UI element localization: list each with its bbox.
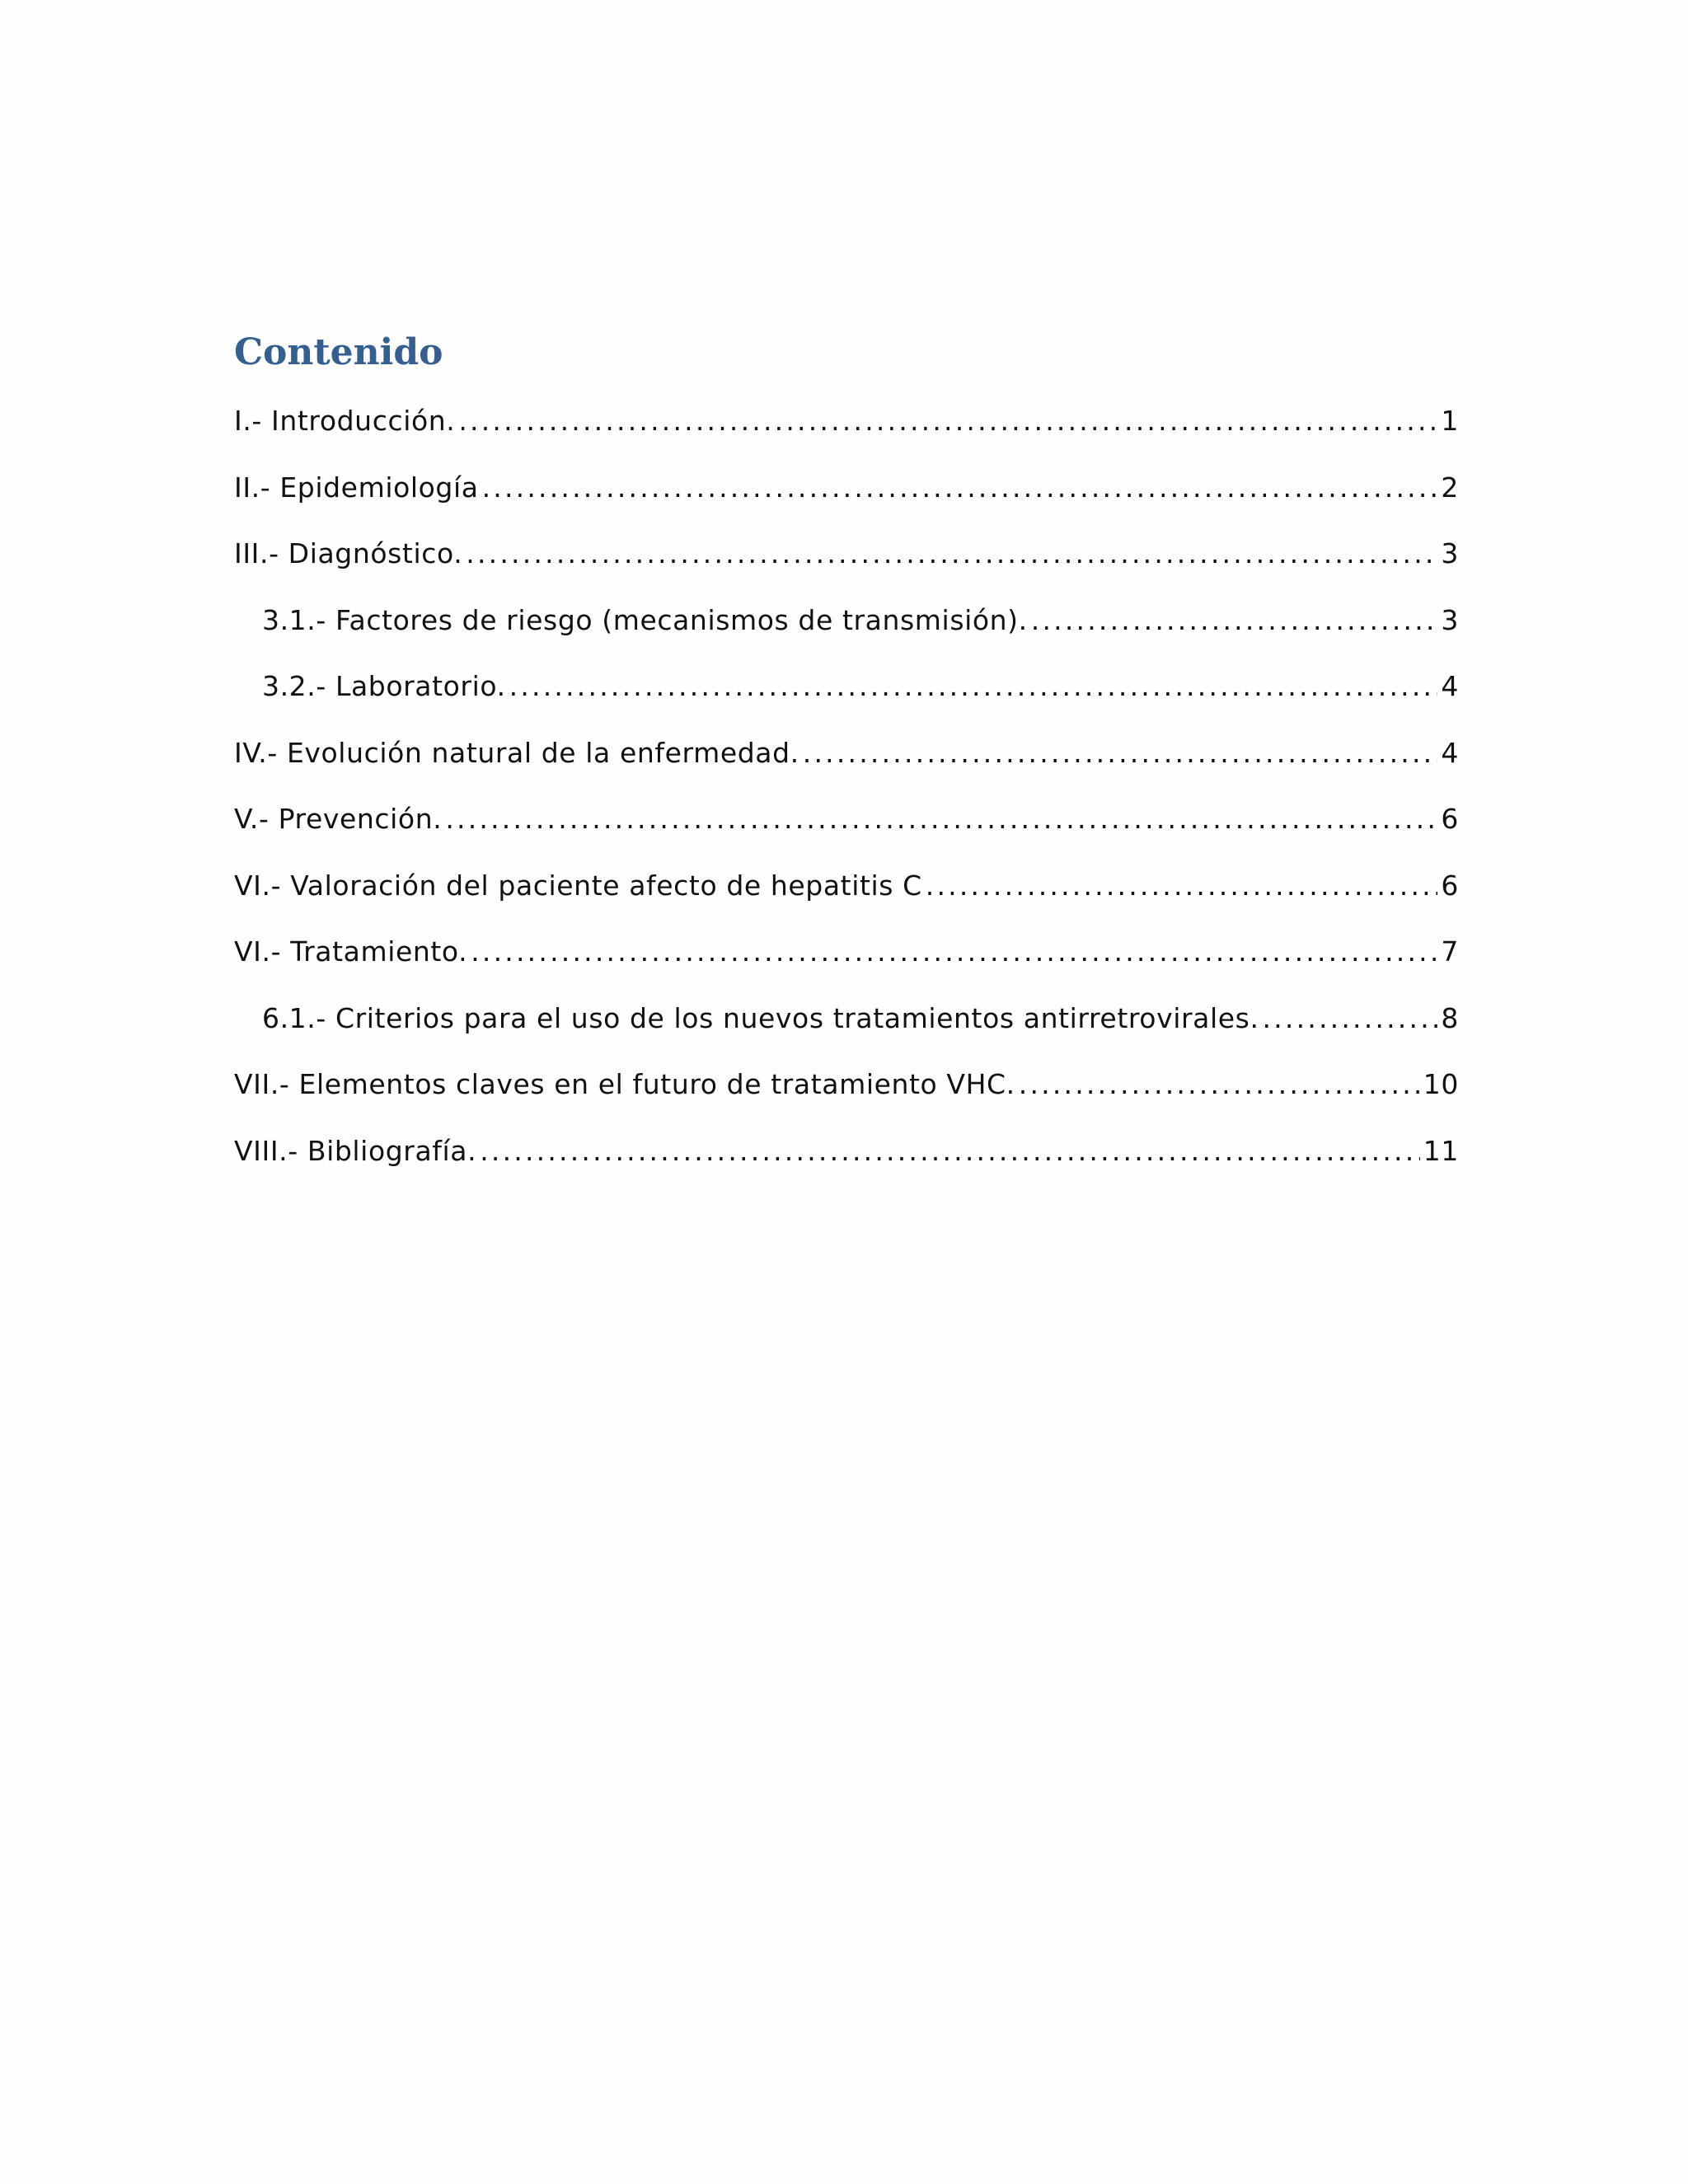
toc-entry-label: VI.- Tratamiento. [234, 935, 468, 968]
toc-entry-tratamiento[interactable] [234, 935, 1459, 1001]
toc-entry-page: 4 [1441, 736, 1459, 769]
toc-dot-leader [445, 802, 1437, 837]
toc-entry-label: IV.- Evolución natural de la enfermedad. [234, 736, 799, 769]
toc-entry-diagnostico[interactable] [234, 537, 1459, 603]
toc-entry-page: 6 [1441, 803, 1459, 835]
toc-dot-leader [926, 869, 1438, 903]
toc-entry-page: 4 [1441, 670, 1459, 702]
toc-entry-criterios-tratamientos[interactable] [234, 1001, 1459, 1068]
toc-dot-leader [509, 669, 1438, 704]
toc-entry-label: VIII.- Bibliografía. [234, 1134, 477, 1167]
toc-dot-leader [1019, 1067, 1420, 1102]
toc-entry-label: V.- Prevención. [234, 803, 443, 835]
toc-dot-leader [466, 537, 1437, 571]
toc-entry-label: 3.1.- Factores de riesgo (mecanismos de transmisión). [262, 603, 1028, 636]
toc-dot-leader [458, 404, 1437, 438]
toc-heading: Contenido [234, 331, 443, 373]
toc-entry-epidemiologia[interactable] [234, 471, 1459, 537]
toc-entry-page: 8 [1441, 1001, 1459, 1034]
toc-entry-evolucion-natural[interactable] [234, 736, 1459, 803]
toc-entry-label: II.- Epidemiología [234, 471, 479, 504]
toc-entry-page: 11 [1423, 1134, 1459, 1167]
toc-dot-leader [482, 471, 1438, 505]
table-of-contents [234, 323, 1459, 1200]
toc-entry-valoracion-paciente[interactable] [234, 869, 1459, 935]
toc-entry-page: 3 [1441, 537, 1459, 569]
toc-entry-label: I.- Introducción. [234, 405, 456, 437]
toc-entry-introduccion[interactable] [234, 404, 1459, 471]
toc-entry-page: 3 [1441, 603, 1459, 636]
toc-dot-leader [803, 736, 1438, 771]
toc-entry-label: VI.- Valoración del paciente afecto de hepatitis C [234, 869, 922, 902]
toc-entry-page: 1 [1441, 405, 1459, 437]
toc-entry-page: 6 [1441, 869, 1459, 902]
toc-entry-elementos-claves[interactable] [234, 1067, 1459, 1134]
toc-dot-leader [471, 935, 1437, 969]
toc-entry-laboratorio[interactable] [234, 669, 1459, 736]
toc-dot-leader [1031, 603, 1438, 638]
toc-entry-label: III.- Diagnóstico. [234, 537, 463, 569]
toc-dot-leader [480, 1134, 1420, 1169]
toc-entry-page: 10 [1423, 1068, 1459, 1100]
toc-entry-label: VII.- Elementos claves en el futuro de tratamiento VHC. [234, 1068, 1015, 1100]
toc-entry-prevencion[interactable] [234, 802, 1459, 869]
toc-entry-label: 3.2.- Laboratorio. [262, 670, 506, 702]
toc-entry-page: 2 [1441, 471, 1459, 504]
toc-entry-label: 6.1.- Criterios para el uso de los nuevos tratamientos antirretrovirales. [262, 1001, 1259, 1034]
toc-entry-page: 7 [1441, 935, 1459, 968]
toc-entry-factores-de-riesgo[interactable] [234, 603, 1459, 670]
toc-entry-bibliografia[interactable] [234, 1134, 1459, 1201]
toc-dot-leader [1263, 1001, 1438, 1036]
